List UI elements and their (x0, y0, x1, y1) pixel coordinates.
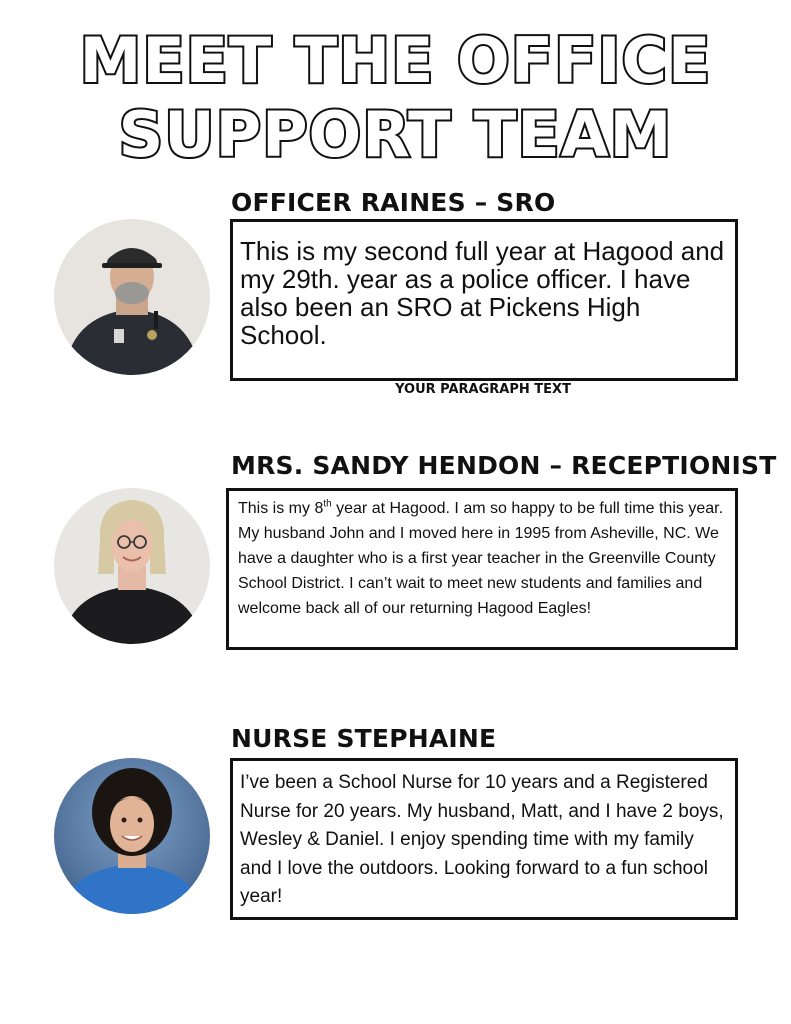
staff-name-sandy-hendon: MRS. SANDY HENDON – RECEPTIONIST (231, 451, 777, 480)
sandy-hendon-bio-start: This is my 8 (238, 500, 324, 517)
receptionist-portrait-icon (54, 488, 210, 644)
nurse-stephaine-photo (54, 758, 210, 914)
nurse-stephaine-bio-box (230, 758, 738, 920)
nurse-portrait-icon (54, 758, 210, 914)
sandy-hendon-photo (54, 488, 210, 644)
officer-raines-photo (54, 219, 210, 375)
officer-raines-bio-box (230, 219, 738, 381)
sandy-hendon-bio (229, 491, 735, 621)
nurse-stephaine-bio: I’ve been a School Nurse for 10 years and a Registered Nurse for 20 years. My husband, Matt, and I have 2 boys, Wesley & Daniel. I enjoy spending time with my family and I love the outdoors. Looking forward to a fun school year! (240, 772, 724, 907)
sandy-hendon-bio-ordinal: th (323, 498, 332, 510)
sandy-hendon-bio-rest: year at Hagood. I am so happy to be full time this year. My husband John and I moved here in 1995 from Asheville, NC. We have a daughter who is a first year teacher in the Greenville County School District. I can’t wait to meet new students and families and welcome back all of our returning Hagood Eagles! (238, 500, 724, 617)
page-title-line-1: MEET THE OFFICE (79, 24, 712, 97)
paragraph-caption: YOUR PARAGRAPH TEXT (395, 382, 571, 397)
officer-portrait-icon (54, 219, 210, 375)
page-title-line-2: SUPPORT TEAM (118, 98, 673, 171)
staff-name-officer-raines: OFFICER RAINES – SRO (231, 188, 556, 217)
staff-name-nurse-stephaine: NURSE STEPHAINE (231, 724, 497, 753)
sandy-hendon-bio-box (226, 488, 738, 650)
officer-raines-bio: This is my second full year at Hagood and my 29th. year as a police officer. I have also been an SRO at Pickens High School. (240, 236, 725, 351)
